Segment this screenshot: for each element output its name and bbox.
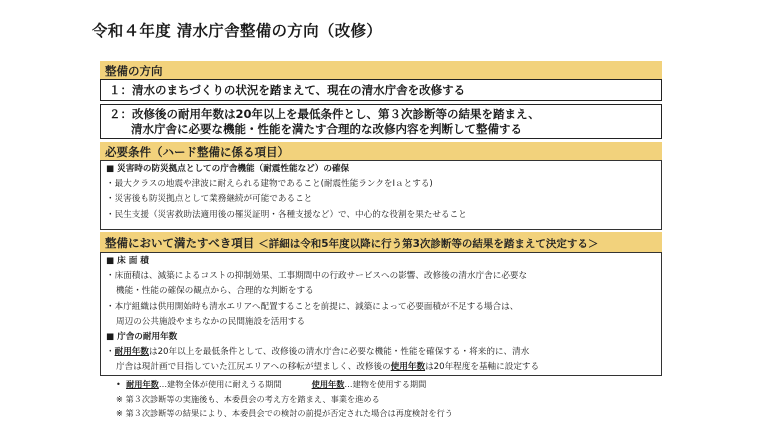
footer-def-service-life: …建物全体が使用に耐えうる期間 <box>158 379 282 389</box>
direction-item-2 <box>100 104 662 139</box>
satisfy-box <box>100 252 662 376</box>
satisfy-header-note: ＜詳細は令和5年度以降に行う第3次診断等の結果を踏まえて決定する＞ <box>258 238 599 250</box>
required-box <box>100 160 662 230</box>
usage-life-text: は20年程度を基軸に設定する <box>425 362 540 373</box>
required-header: 必要条件（ハード整備に係る項目） <box>100 142 662 160</box>
footer-bullet: • <box>116 379 121 389</box>
footer-term-service-life: 耐用年数 <box>126 379 159 389</box>
satisfy-header-title: 整備において満たすべき項目 <box>105 236 255 250</box>
service-life-prefix: ・ <box>106 347 115 358</box>
footer-definitions <box>116 377 426 391</box>
direction-item-2-line1: ２：改修後の耐用年数は20年以上を最低条件とし、第３次診断等の結果を踏まえ、 <box>109 107 540 121</box>
direction-header: 整備の方向 <box>100 61 662 79</box>
direction-item-2-line2: 清水庁舎に必要な機能・性能を満たす合理的な改修内容を判断して整備する <box>131 122 522 136</box>
required-item: ・災害後も防災拠点として業務継続が可能であること <box>106 194 313 205</box>
usage-life-prefix: 庁舎は現計画で目指していた江尻エリアへの移転が望ましく、改修後の <box>116 362 391 373</box>
service-life-term: 耐用年数 <box>114 347 149 358</box>
satisfy-header <box>100 232 662 252</box>
floor-area-item: ・本庁組織は供用開始時も清水エリアへ配置することを前提に、減築によって必要面積が不足する場合は、 <box>106 301 519 312</box>
required-section-title: ■ 災害時の防災拠点としての庁舎機能（耐震性能など）の確保 <box>106 164 350 174</box>
required-item: ・最大クラスの地震や津波に耐えられる建物であること(耐震性能ランクをⅠａとする) <box>106 179 433 190</box>
service-life-section-title: ■ 庁舎の耐用年数 <box>106 332 178 343</box>
floor-area-item-cont: 機能・性能の確保の観点から、合理的な判断をする <box>116 286 314 297</box>
required-item: ・民生支援（災害救助法適用後の罹災証明・各種支援など）で、中心的な役割を果たせること <box>106 209 467 220</box>
footer-note-1: ※ 第３次診断等の実施後も、本委員会の考え方を踏まえ、事業を進める <box>116 394 380 404</box>
footer-note-2: ※ 第３次診断等の結果により、本委員会での検討の前提が否定された場合は再度検討を行う <box>116 408 453 418</box>
floor-area-section-title: ■ 床 面 積 <box>106 256 149 266</box>
floor-area-item-cont: 周辺の公共施設やまちなかの民間施設を活用する <box>116 316 306 327</box>
usage-life-term: 使用年数 <box>390 362 426 373</box>
service-life-item-cont <box>106 360 661 375</box>
direction-item-1-text: １：清水のまちづくりの状況を踏まえて、現在の清水庁舎を改修する <box>109 83 466 97</box>
service-life-text: は20年以上を最低条件として、改修後の清水庁舎に必要な機能・性能を確保する・将来的に、清水 <box>149 347 530 358</box>
floor-area-item: ・床面積は、減築によるコストの抑制効果、工事期間中の行政サービスへの影響、改修後の清水庁舎に必要な <box>106 271 528 282</box>
page-title: 令和４年度 清水庁舎整備の方向（改修） <box>92 22 383 40</box>
direction-item-1 <box>100 79 662 101</box>
footer-term-usage-life: 使用年数 <box>311 379 345 389</box>
service-life-item <box>106 345 661 360</box>
footer-def-usage-life: …建物を使用する期間 <box>344 379 427 389</box>
